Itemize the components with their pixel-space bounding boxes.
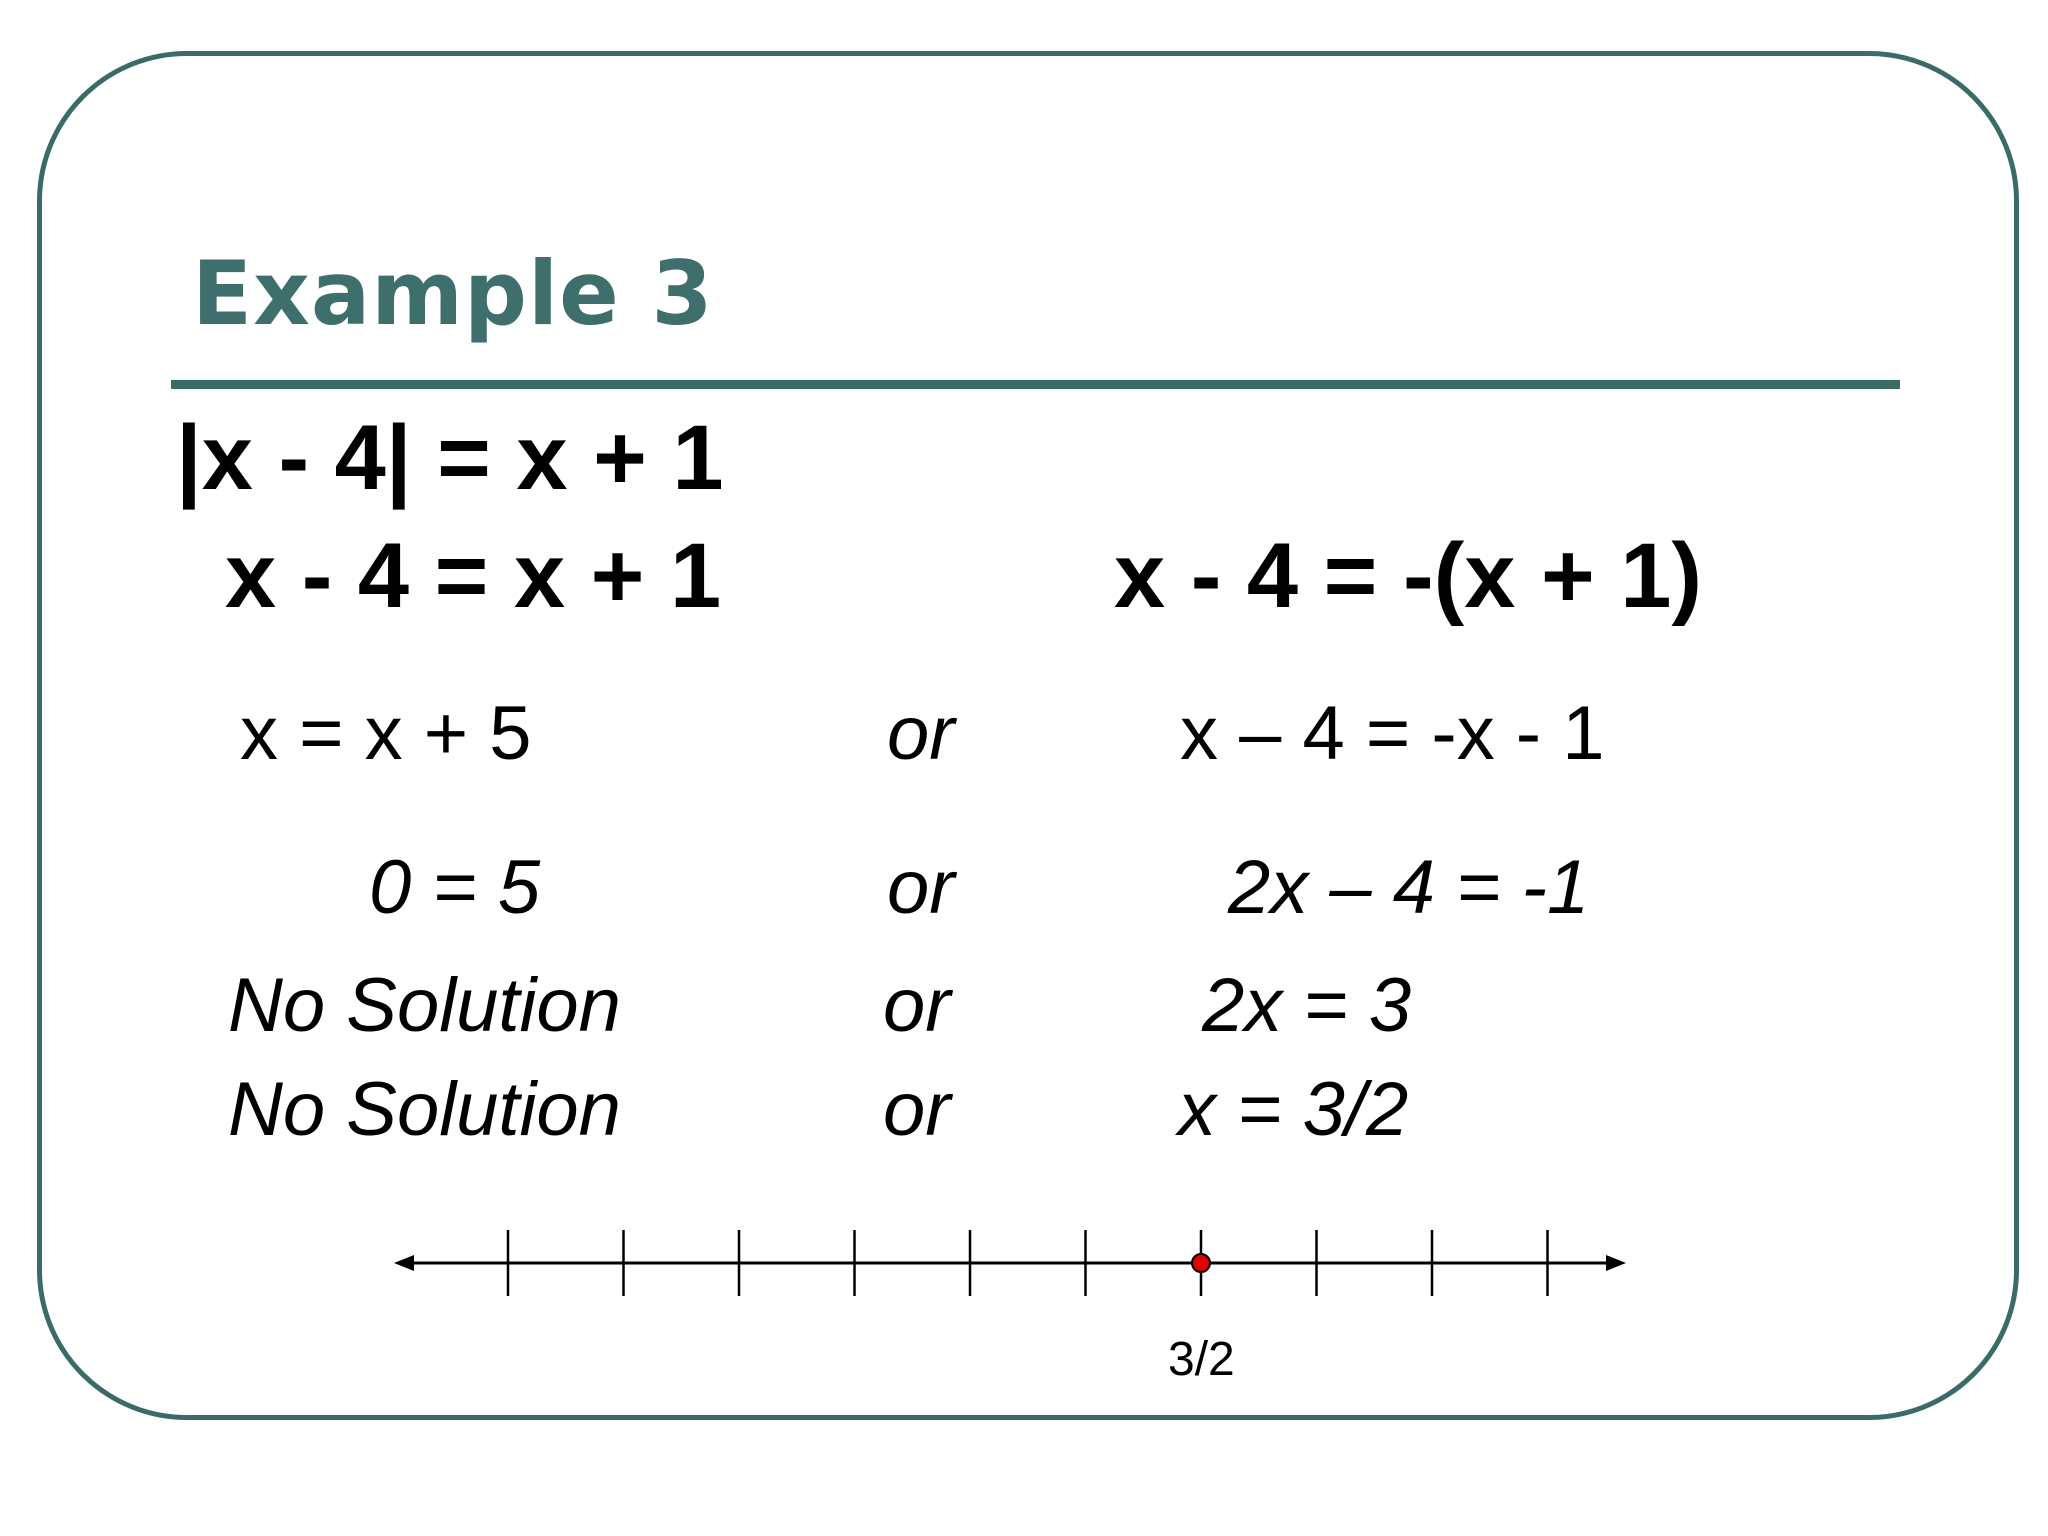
number-line [380, 1220, 1640, 1300]
step-4-connector: or [883, 1067, 951, 1152]
number-line-right-arrow [1606, 1255, 1626, 1271]
main-equation: |x - 4| = x + 1 [176, 407, 724, 509]
step-3-connector: or [883, 963, 951, 1048]
case-left-equation: x - 4 = x + 1 [225, 525, 722, 627]
number-line-left-arrow [394, 1255, 414, 1271]
step-4-left: No Solution [228, 1067, 621, 1152]
solution-point-label: 3/2 [1168, 1333, 1235, 1386]
step-1-connector: or [887, 691, 955, 776]
title-divider [171, 380, 1900, 389]
step-1-left: x = x + 5 [240, 691, 532, 776]
slide-title: Example 3 [192, 242, 714, 345]
step-2-right: 2x – 4 = -1 [1228, 845, 1590, 930]
step-4-right: x = 3/2 [1178, 1067, 1409, 1152]
solution-point [1192, 1254, 1210, 1272]
step-1-right: x – 4 = -x - 1 [1180, 691, 1605, 776]
step-3-left: No Solution [228, 963, 621, 1048]
step-2-left: 0 = 5 [369, 845, 541, 930]
step-2-connector: or [887, 845, 955, 930]
step-3-right: 2x = 3 [1202, 963, 1412, 1048]
case-right-equation: x - 4 = -(x + 1) [1114, 525, 1703, 627]
